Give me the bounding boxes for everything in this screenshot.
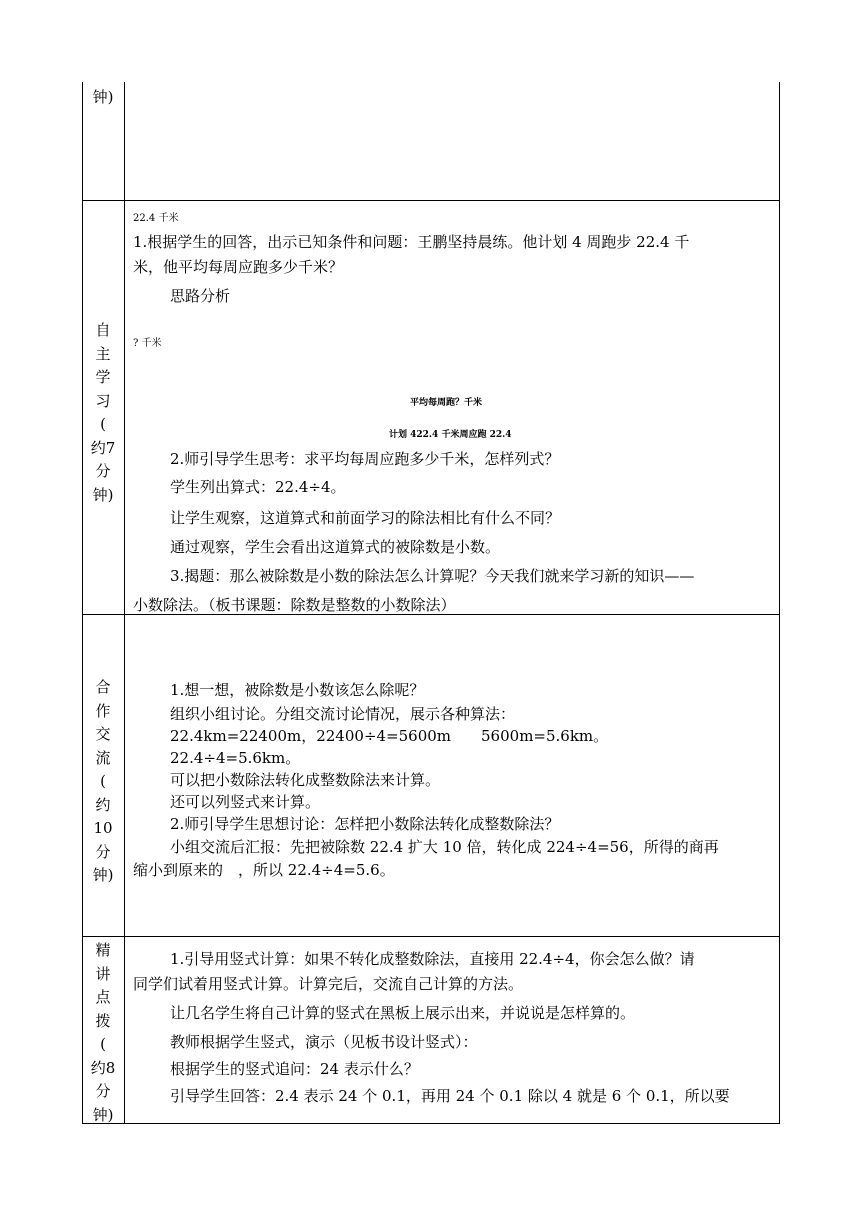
table-bottom-border — [82, 1123, 780, 1124]
row3-line4: 教师根据学生竖式，演示（见板书设计竖式）： — [170, 1033, 478, 1051]
row1-para6-line2: 小数除法。（板书课题：除数是整数的小数除法） — [133, 596, 456, 614]
row1-para3: 学生列出算式：22.4÷4。 — [170, 478, 346, 496]
row1-para6-line1: 3.揭题：那么被除数是小数的除法怎么计算呢？今天我们就来学习新的知识—— — [170, 567, 695, 585]
row2-label: 合 作 交 流 ( 约 10 分 钟) — [92, 678, 114, 884]
row2-line3: 22.4km=22400m，22400÷4=5600m 5600m=5.6km。 — [170, 727, 609, 745]
table-left-border — [82, 82, 83, 1124]
row3-line2: 同学们试着用竖式计算。计算完后，交流自己计算的方法。 — [133, 975, 524, 993]
row2-line9: 缩小到原来的 ，所以 22.4÷4=5.6。 — [133, 861, 395, 879]
row-divider-3 — [82, 936, 780, 937]
row1-analysis: 思路分析 — [170, 287, 231, 305]
row2-line4: 22.4÷4=5.6km。 — [170, 749, 301, 767]
row2-line7: 2.师引导学生思想讨论：怎样把小数除法转化成整数除法？ — [170, 815, 560, 833]
table-right-border — [779, 82, 780, 1124]
row2-line1: 1.想一想，被除数是小数该怎么除呢？ — [170, 681, 425, 699]
row2-line5: 可以把小数除法转化成整数除法来计算。 — [170, 771, 441, 789]
row1-label: 自 主 学 习 ( 约7 分 钟) — [90, 321, 116, 504]
row1-para1-line2: 米，他平均每周应跑多少千米？ — [133, 258, 344, 276]
row-divider-1 — [82, 200, 780, 201]
diagram-plan-label: 计划 422.4 千米周应跑 22.4 — [389, 430, 512, 440]
row2-line8: 小组交流后汇报：先把被除数 22.4 扩大 10 倍，转化成 224÷4=56，所得的商再 — [170, 838, 719, 856]
diagram-question-label: ? 千米 — [133, 338, 162, 349]
row1-para1-line1: 1.根据学生的回答，出示已知条件和问题：王鹏坚持晨练。他计划 4 周跑步 22.4 千 — [133, 233, 690, 251]
row2-line6: 还可以列竖式来计算。 — [170, 793, 321, 811]
diagram-weekly-label: 平均每周跑？千米 — [410, 398, 483, 408]
row3-line6: 引导学生回答：2.4 表示 24 个 0.1，再用 24 个 0.1 除以 4 就是 6 个 0.1，所以要 — [170, 1087, 730, 1105]
diagram-total-label: 22.4 千米 — [133, 213, 179, 224]
row3-line3: 让几名学生将自己计算的竖式在黑板上展示出来，并说说是怎样算的。 — [170, 1004, 636, 1022]
row3-line1: 1.引导用竖式计算：如果不转化成整数除法，直接用 22.4÷4，你会怎么做？请 — [170, 950, 695, 968]
table-column-divider — [124, 82, 125, 1124]
row2-line2: 组织小组讨论。分组交流讨论情况，展示各种算法： — [170, 705, 516, 723]
row1-para2: 2.师引导学生思考：求平均每周应跑多少千米，怎样列式？ — [170, 450, 560, 468]
row1-para5: 通过观察，学生会看出这道算式的被除数是小数。 — [170, 538, 501, 556]
row3-label: 精 讲 点 拨 ( 约8 分 钟) — [90, 941, 116, 1124]
row3-line5: 根据学生的竖式追问：24 表示什么？ — [170, 1060, 419, 1078]
row0-label: 钟) — [92, 88, 114, 106]
row1-para4: 让学生观察，这道算式和前面学习的除法相比有什么不同？ — [170, 509, 561, 527]
